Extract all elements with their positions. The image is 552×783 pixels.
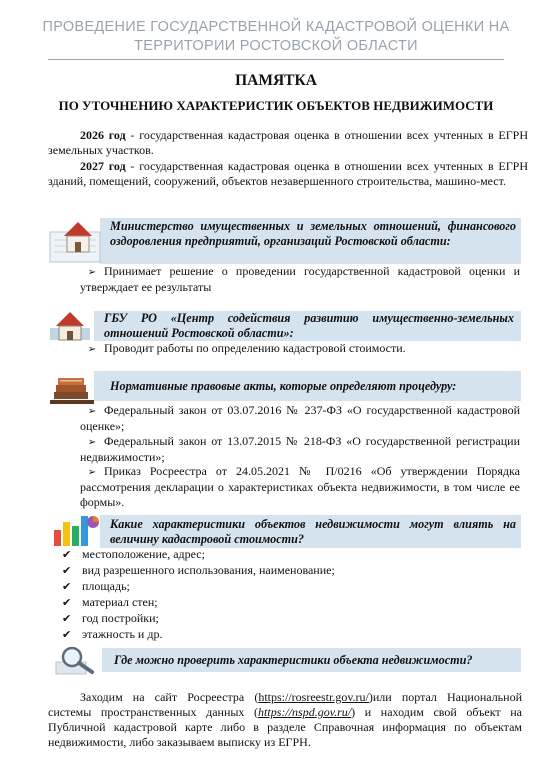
- house-on-document-icon: [48, 212, 104, 268]
- header-line-1: ПРОВЕДЕНИЕ ГОСУДАРСТВЕННОЙ КАДАСТРОВОЙ ОЦЕНКИ НА: [42, 19, 510, 35]
- page-subtitle: ПО УТОЧНЕНИЮ ХАРАКТЕРИСТИК ОБЪЕКТОВ НЕДВИЖИМОСТИ: [58, 98, 494, 113]
- arrow-bullet-icon: ➢: [87, 267, 97, 278]
- rosreestr-link[interactable]: https://rosreestr.gov.ru/: [258, 690, 369, 704]
- ministry-heading: Министерство имущественных и земельных отношений, финансового оздоровления предприятий, организаций Ростовской области:: [110, 219, 516, 248]
- gbu-heading: ГБУ РО «Центр содействия развитию имущественно-земельных отношений Ростовской области»:: [104, 311, 514, 340]
- characteristic-item-text: вид разрешенного использования, наименование;: [82, 563, 335, 577]
- page-title: ПАМЯТКА: [235, 72, 317, 89]
- acts-item-3: [80, 464, 520, 510]
- checkmark-icon: ✔: [62, 548, 72, 561]
- law-books-gavel-icon: [48, 372, 96, 406]
- intro-text-2027: - государственная кадастровая оценка в отношении всех учтенных в ЕГРН зданий, помещений, сооружений, объектов незавершенного строительства, машино-мест.: [48, 159, 529, 188]
- header-rule: [48, 59, 504, 60]
- gbu-item: [80, 341, 520, 357]
- intro-text-2026: - государственная кадастровая оценка в отношении всех учтенных в ЕГРН земельных участков.: [48, 128, 529, 157]
- acts-item-3-text: Приказ Росреестра от 24.05.2021 № П/0216 «Об утверждении Порядка рассмотрения декларации о характеристиках объекта недвижимости, в том числе ее формы».: [80, 464, 520, 509]
- characteristic-item-text: местоположение, адрес;: [82, 547, 205, 561]
- checkmark-icon: ✔: [62, 580, 72, 593]
- checkmark-icon: ✔: [62, 596, 72, 609]
- checkmark-icon: ✔: [62, 612, 72, 625]
- checkmark-icon: ✔: [62, 564, 72, 577]
- characteristic-item: [62, 627, 502, 642]
- characteristic-item-text: этажность и др.: [82, 627, 163, 641]
- ministry-item: [80, 264, 520, 295]
- check-paragraph: [48, 690, 522, 750]
- characteristics-heading: Какие характеристики объектов недвижимости могут влиять на величину кадастровой стоимости?: [110, 517, 516, 546]
- characteristic-item-text: год постройки;: [82, 611, 159, 625]
- acts-heading: Нормативные правовые акты, которые определяют процедуру:: [110, 379, 457, 393]
- check-text-c: ) и находим свой объект на Публичной кадастровой карте либо в разделе Справочная информация по объектам недвижимости, либо заказываем выписку из ЕГРН.: [48, 705, 522, 749]
- acts-item-2-text: Федеральный закон от 13.07.2015 № 218-ФЗ «О государственной регистрации недвижимости»;: [80, 434, 520, 464]
- acts-item-2: [80, 434, 520, 465]
- house-model-icon: [48, 306, 94, 344]
- intro-paragraph-2026: [48, 128, 528, 158]
- check-text-a: Заходим на сайт Росреестра (: [80, 690, 259, 704]
- characteristic-item: [62, 547, 502, 562]
- ministry-item-text: Принимает решение о проведении государственной кадастровой оценки и утверждает ее результаты: [80, 264, 520, 294]
- arrow-bullet-icon: ➢: [87, 437, 97, 448]
- check-text-b: )или портал Национальной системы пространственных данных (: [48, 690, 523, 719]
- magnifier-icon: [54, 644, 100, 678]
- characteristic-item: [62, 611, 502, 626]
- nspd-link[interactable]: https://nspd.gov.ru/: [258, 705, 352, 719]
- check-heading: Где можно проверить характеристики объекта недвижимости?: [114, 653, 473, 667]
- colorful-charts-icon: [50, 510, 100, 550]
- document-header: [0, 18, 552, 56]
- characteristic-item: [62, 595, 502, 610]
- arrow-bullet-icon: ➢: [87, 344, 97, 355]
- characteristic-item: [62, 563, 502, 578]
- characteristic-item-text: материал стен;: [82, 595, 158, 609]
- acts-item-1: [80, 403, 520, 434]
- header-line-2: ТЕРРИТОРИИ РОСТОВСКОЙ ОБЛАСТИ: [134, 38, 418, 54]
- checkmark-icon: ✔: [62, 628, 72, 641]
- intro-year-2026: 2026 год: [80, 128, 126, 142]
- gbu-item-text: Проводит работы по определению кадастровой стоимости.: [104, 341, 406, 355]
- characteristic-item: [62, 579, 502, 594]
- arrow-bullet-icon: ➢: [87, 467, 97, 478]
- intro-year-2027: 2027 год: [80, 159, 126, 173]
- acts-item-1-text: Федеральный закон от 03.07.2016 № 237-ФЗ «О государственной кадастровой оценке»;: [80, 403, 520, 433]
- intro-paragraph-2027: [48, 159, 528, 189]
- arrow-bullet-icon: ➢: [87, 406, 97, 417]
- characteristic-item-text: площадь;: [82, 579, 130, 593]
